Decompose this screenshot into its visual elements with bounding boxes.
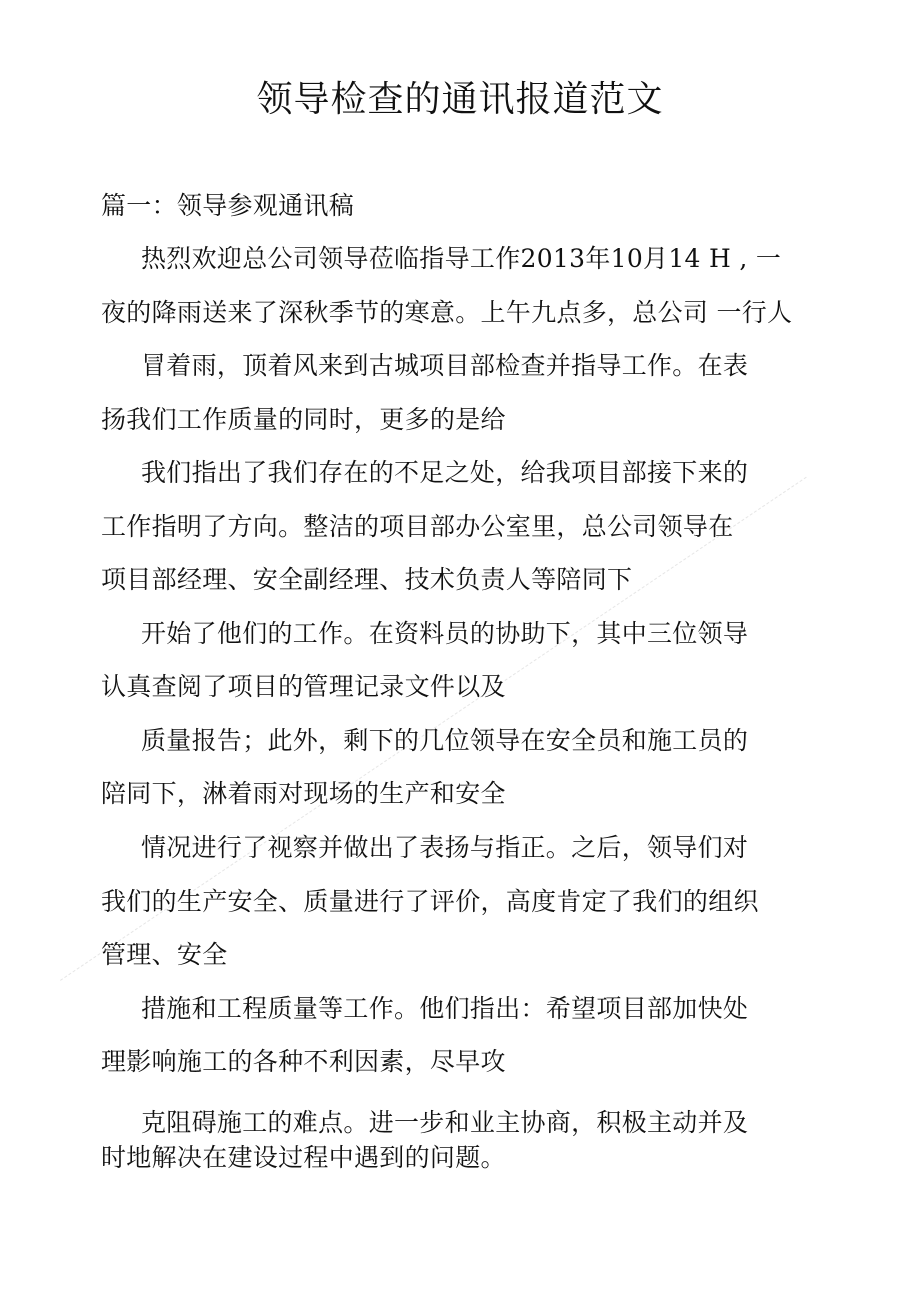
text-line: 克阻碍施工的难点。进一步和业主协商，积极主动并及	[141, 1108, 749, 1137]
text-line: 质量报告；此外，剩下的几位领导在安全员和施工员的	[141, 726, 749, 755]
text-line: 热烈欢迎总公司领导莅临指导工作2013年10月14 H , 一	[141, 244, 782, 273]
text-line: 扬我们工作质量的同时，更多的是给	[101, 405, 506, 434]
text-line: 情况进行了视察并做出了表扬与指正。之后，领导们对	[141, 833, 749, 862]
text-line: 我们指出了我们存在的不足之处，给我项目部接下来的	[141, 458, 749, 487]
text-line: 陪同下，淋着雨对现场的生产和安全	[101, 779, 506, 808]
section-heading: 篇一：领导参观通讯稿	[101, 191, 355, 220]
text-line: 理影响施工的各种不利因素，尽早攻	[101, 1047, 506, 1076]
text-line: 认真查阅了项目的管理记录文件以及	[101, 672, 506, 701]
text-line: 措施和工程质量等工作。他们指出：希望项目部加快处	[141, 994, 749, 1023]
text-line: 工作指明了方向。整洁的项目部办公室里，总公司领导在	[101, 512, 734, 541]
text-line: 冒着雨，顶着风来到古城项目部检查并指导工作。在表	[141, 351, 749, 380]
text-line: 开始了他们的工作。在资料员的协助下，其中三位领导	[141, 619, 749, 648]
text-line: 我们的生产安全、质量进行了评价，高度肯定了我们的组织	[101, 887, 759, 916]
document-title: 领导检查的通讯报道范文	[256, 79, 664, 120]
text-line: 夜的降雨送来了深秋季节的寒意。上午九点多，总公司 一行人	[101, 298, 793, 327]
text-line: 项目部经理、安全副经理、技术负责人等陪同下	[101, 565, 633, 594]
text-line: 管理、安全	[101, 940, 228, 969]
text-line: 时地解决在建设过程中遇到的问题。	[101, 1143, 506, 1172]
